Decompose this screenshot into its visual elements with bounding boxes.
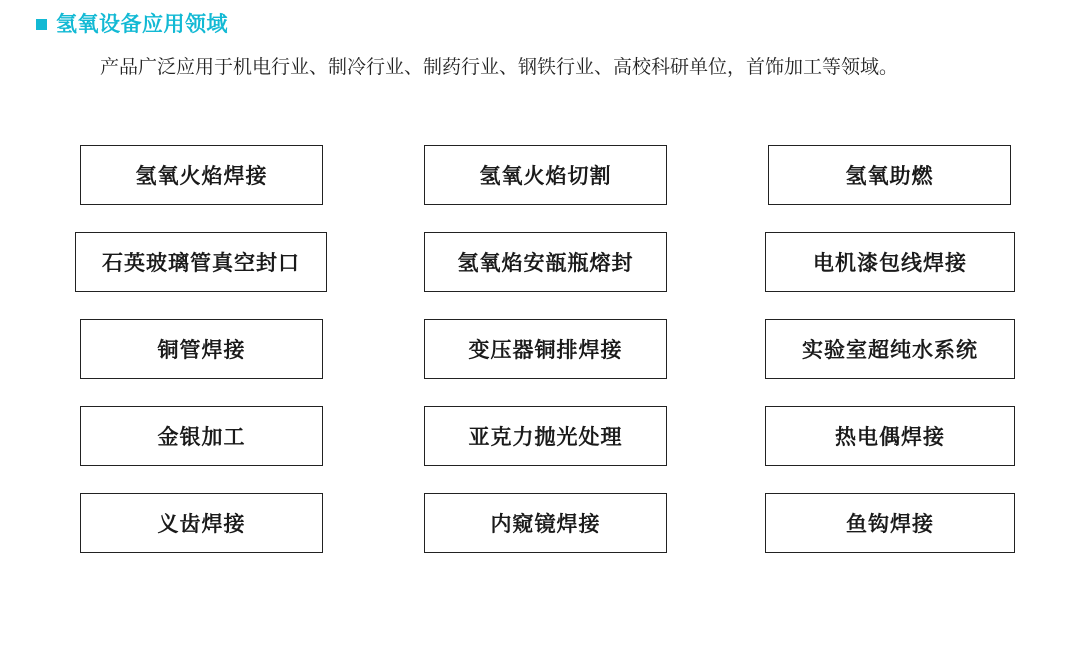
- grid-cell: [424, 406, 667, 466]
- application-box: 氢氧火焰焊接: [80, 145, 323, 205]
- grid-cell: [768, 145, 1011, 205]
- grid-cell: [768, 232, 1011, 292]
- application-box: 义齿焊接: [80, 493, 323, 553]
- grid-cell: [768, 493, 1011, 553]
- intro-paragraph: 产品广泛应用于机电行业、制冷行业、制药行业、钢铁行业、高校科研单位，首饰加工等领域。: [100, 57, 899, 79]
- application-box: 变压器铜排焊接: [424, 319, 667, 379]
- application-box: 金银加工: [80, 406, 323, 466]
- application-box: 电机漆包线焊接: [765, 232, 1015, 292]
- grid-cell: [424, 493, 667, 553]
- application-box: 铜管焊接: [80, 319, 323, 379]
- grid-cell: [424, 145, 667, 205]
- application-box: 鱼钩焊接: [765, 493, 1015, 553]
- application-box: 实验室超纯水系统: [765, 319, 1015, 379]
- grid-cell: [80, 232, 323, 292]
- application-box: 氢氧助燃: [768, 145, 1011, 205]
- grid-cell: [80, 406, 323, 466]
- grid-cell: [768, 406, 1011, 466]
- section-heading: [0, 0, 1078, 37]
- square-bullet-icon: [36, 19, 47, 30]
- application-box: 石英玻璃管真空封口: [75, 232, 327, 292]
- grid-cell: [424, 232, 667, 292]
- application-box: 亚克力抛光处理: [424, 406, 667, 466]
- application-box: 内窥镜焊接: [424, 493, 667, 553]
- grid-cell: [424, 319, 667, 379]
- application-box: 氢氧火焰切割: [424, 145, 667, 205]
- grid-cell: [80, 319, 323, 379]
- grid-cell: [80, 145, 323, 205]
- application-box: 热电偶焊接: [765, 406, 1015, 466]
- application-grid: [80, 145, 1005, 553]
- application-box: 氢氧焰安瓿瓶熔封: [424, 232, 667, 292]
- grid-cell: [80, 493, 323, 553]
- page-title: 氢氧设备应用领域: [56, 13, 228, 36]
- grid-cell: [768, 319, 1011, 379]
